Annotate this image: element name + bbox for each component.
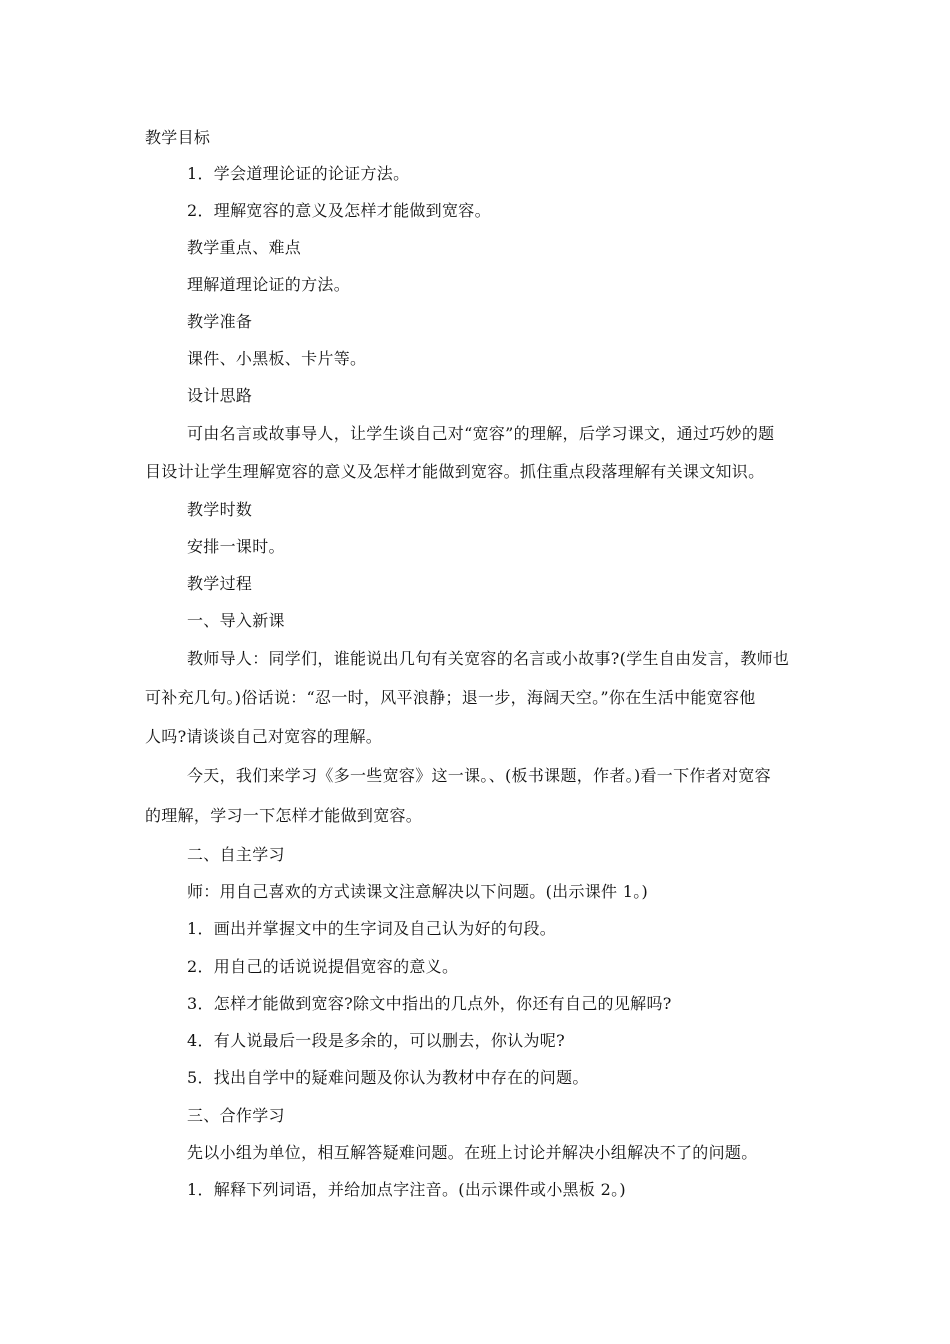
heading-process: 教学过程 <box>187 574 253 593</box>
task-item-1: 1．画出并掌握文中的生字词及自己认为好的句段。 <box>187 919 557 938</box>
heading-design: 设计思路 <box>187 386 253 405</box>
task-item-5: 5．找出自学中的疑难问题及你认为教材中存在的问题。 <box>187 1068 589 1087</box>
design-text-line-2: 目设计让学生理解宽容的意义及怎样才能做到宽容。抓住重点段落理解有关课文知识。 <box>145 462 765 481</box>
today-text-line-2: 的理解，学习一下怎样才能做到宽容。 <box>145 806 423 825</box>
goal-item-1: 1．学会道理论证的论证方法。 <box>187 164 410 183</box>
section-3-title: 三、合作学习 <box>187 1106 285 1125</box>
intro-text-line-1: 教师导人：同学们，谁能说出几句有关宽容的名言或小故事?(学生自由发言，教师也 <box>187 649 790 668</box>
task-item-4: 4．有人说最后一段是多余的，可以删去，你认为呢? <box>187 1031 565 1050</box>
heading-hours: 教学时数 <box>187 500 253 519</box>
exercise-item-1: 1．解释下列词语，并给加点字注音。(出示课件或小黑板 2。) <box>187 1180 626 1199</box>
self-study-instruction: 师：用自己喜欢的方式读课文注意解决以下问题。(出示课件 1。) <box>187 882 649 901</box>
preparation-text: 课件、小黑板、卡片等。 <box>187 349 367 368</box>
section-1-title: 一、导入新课 <box>187 611 285 630</box>
heading-key-points: 教学重点、难点 <box>187 238 302 257</box>
cooperation-text: 先以小组为单位，相互解答疑难问题。在班上讨论并解决小组解决不了的问题。 <box>187 1143 758 1162</box>
section-2-title: 二、自主学习 <box>187 845 285 864</box>
goal-item-2: 2．理解宽容的意义及怎样才能做到宽容。 <box>187 201 491 220</box>
intro-text-line-2: 可补充几句。)俗话说：“忍一时，风平浪静；退一步，海阔天空。”你在生活中能宽容他 <box>145 688 756 707</box>
heading-preparation: 教学准备 <box>187 312 253 331</box>
key-points-text: 理解道理论证的方法。 <box>187 275 351 294</box>
today-text-line-1: 今天，我们来学习《多一些宽容》这一课。、(板书课题，作者。)看一下作者对宽容 <box>187 766 771 785</box>
task-item-2: 2．用自己的话说说提倡宽容的意义。 <box>187 957 459 976</box>
intro-text-line-3: 人吗?请谈谈自己对宽容的理解。 <box>145 727 383 746</box>
design-text-line-1: 可由名言或故事导人，让学生谈自己对“宽容”的理解，后学习课文，通过巧妙的题 <box>187 424 775 443</box>
task-item-3: 3．怎样才能做到宽容?除文中指出的几点外，你还有自己的见解吗? <box>187 994 672 1013</box>
hours-text: 安排一课时。 <box>187 537 285 556</box>
heading-teaching-goals: 教学目标 <box>145 128 211 147</box>
